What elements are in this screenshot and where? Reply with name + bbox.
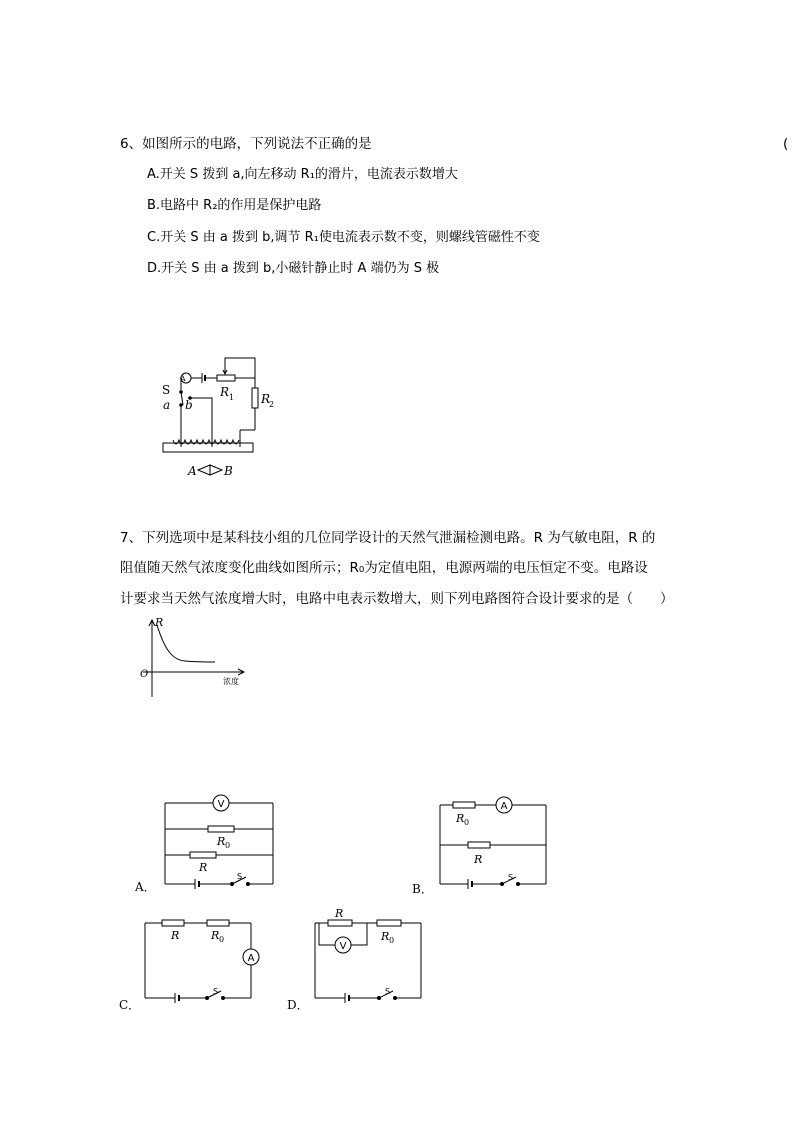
q6-option-d: D.开关 S 由 a 拨到 b,小磁针静止时 A 端仍为 S 极: [147, 261, 440, 276]
circuit-d-r0: R: [381, 930, 390, 943]
circuit-a-switch: S: [237, 872, 243, 881]
circuit-a-meter: V: [217, 799, 225, 810]
circuit-c-r0: R: [211, 929, 220, 942]
r2-label: R: [261, 392, 271, 406]
circuit-b-label: B．: [412, 882, 433, 896]
circuit-c-meter: A: [247, 953, 255, 964]
circuit-c-r: R: [171, 929, 180, 942]
q7-line-3: 计要求当天然气浓度增大时，电路中电表示数增大，则下列电路图符合设计要求的是（ ）: [120, 591, 674, 607]
circuit-b: [410, 795, 570, 895]
graph-origin: O: [140, 669, 149, 680]
circuit-d: [305, 905, 435, 1005]
circuit-c-r0-sub: 0: [219, 935, 225, 944]
circuit-b-r0: R: [456, 812, 465, 825]
q7-resistance-graph: [135, 615, 255, 700]
circuit-d-r0-sub: 0: [389, 936, 395, 945]
r2-subscript: 2: [269, 400, 275, 409]
q6-circuit-figure: [155, 350, 285, 485]
circuit-b-switch: S: [508, 873, 514, 882]
circuit-b-meter: A: [500, 801, 508, 812]
switch-label: S: [162, 383, 171, 397]
q6-stem: 6、如图所示的电路，下列说法不正确的是: [120, 136, 372, 152]
contact-a-label: a: [163, 398, 171, 412]
pole-b-label: B: [224, 464, 233, 478]
circuit-d-label: D．: [287, 998, 309, 1012]
circuit-a-r0: R: [217, 835, 226, 848]
circuit-b-r: R: [474, 853, 483, 866]
circuit-b-r0-sub: 0: [464, 818, 470, 827]
circuit-c-switch: S: [213, 987, 219, 996]
circuit-d-r: R: [335, 907, 344, 920]
q7-line-1: 7、下列选项中是某科技小组的几位同学设计的天然气泄漏检测电路。R 为气敏电阻，R 的: [120, 530, 656, 546]
contact-b-label: b: [185, 398, 193, 412]
graph-x-label: 浓度: [223, 677, 239, 686]
circuit-a-r: R: [199, 861, 208, 874]
q6-paren: (: [783, 136, 789, 152]
circuit-a-label: A．: [135, 880, 156, 894]
q7-line-2: 阻值随天然气浓度变化曲线如图所示；R₀为定值电阻，电源两端的电压恒定不变。电路设: [120, 560, 648, 576]
q6-option-a: A.开关 S 拨到 a,向左移动 R₁的滑片，电流表示数增大: [147, 167, 458, 182]
circuit-a-r0-sub: 0: [225, 841, 231, 850]
q6-option-b: B.电路中 R₂的作用是保护电路: [147, 198, 322, 213]
circuit-d-switch: S: [385, 987, 391, 996]
circuit-d-meter: V: [339, 941, 347, 952]
q6-option-c: C.开关 S 由 a 拨到 b,调节 R₁使电流表示数不变，则螺线管磁性不变: [147, 230, 540, 245]
ammeter-label: A: [180, 375, 186, 383]
circuit-c-label: C．: [119, 998, 141, 1012]
circuit-c: [135, 910, 275, 1010]
r1-subscript: 1: [229, 393, 235, 402]
pole-a-label: A: [188, 464, 197, 478]
graph-y-label: R: [155, 616, 164, 629]
r1-label: R: [220, 385, 230, 399]
